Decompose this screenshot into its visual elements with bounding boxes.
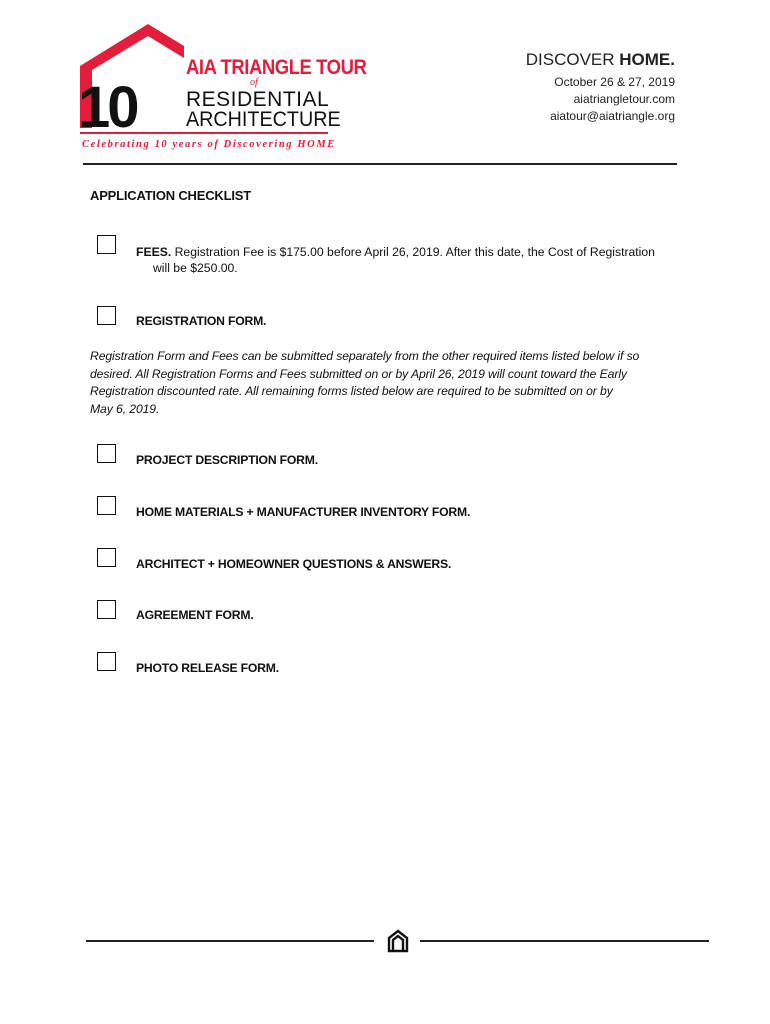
discover-home-title [526,50,675,70]
questions-answers-label: ARCHITECT + HOMEOWNER QUESTIONS & ANSWERS. [136,557,452,571]
footer-divider-left [86,940,374,942]
project-description-checkbox[interactable] [97,444,116,463]
logo-number: 10 [78,75,137,140]
agreement-label: AGREEMENT FORM. [136,608,254,622]
materials-inventory-checkbox[interactable] [97,496,116,515]
logo-title: AIA TRIANGLE TOUR [186,56,367,79]
footer-divider-right [420,940,709,942]
registration-label: REGISTRATION FORM. [136,314,267,328]
house-icon [387,929,409,953]
website-link[interactable]: aiatriangletour.com [573,92,675,106]
note-line: desired. All Registration Forms and Fees submitted on or by April 26, 2019 will count toward the Early [90,366,627,381]
photo-release-label: PHOTO RELEASE FORM. [136,661,279,675]
fees-checkbox[interactable] [97,235,116,254]
aia-tour-logo [78,22,367,152]
email-link[interactable]: aiatour@aiatriangle.org [550,109,675,123]
fees-item [136,243,696,261]
discover-bold: HOME. [619,50,675,69]
submission-note [90,348,690,418]
header-divider [83,163,677,165]
questions-answers-checkbox[interactable] [97,548,116,567]
materials-inventory-label: HOME MATERIALS + MANUFACTURER INVENTORY FORM. [136,505,471,519]
logo-of: of [250,77,258,88]
logo-architecture: ARCHITECTURE [186,108,341,131]
logo-tagline: Celebrating 10 years of Discovering HOME [82,139,336,150]
event-dates: October 26 & 27, 2019 [554,75,675,89]
project-description-label: PROJECT DESCRIPTION FORM. [136,453,318,467]
note-line: May 6, 2019. [90,401,160,416]
note-line: Registration discounted rate. All remaining forms listed below are required to be submitted on or by [90,384,613,398]
logo-residential: RESIDENTIAL [186,88,330,111]
discover-prefix: DISCOVER [525,50,615,69]
fees-description: Registration Fee is $175.00 before April 26, 2019. After this date, the Cost of Registration [174,245,655,259]
photo-release-checkbox[interactable] [97,652,116,671]
agreement-checkbox[interactable] [97,600,116,619]
note-line: Registration Form and Fees can be submitted separately from the other required items listed below if so [90,349,640,363]
registration-checkbox[interactable] [97,306,116,325]
checklist-heading: APPLICATION CHECKLIST [90,188,251,203]
fees-label: FEES. [136,245,172,259]
fees-continuation: will be $250.00. [153,261,238,275]
